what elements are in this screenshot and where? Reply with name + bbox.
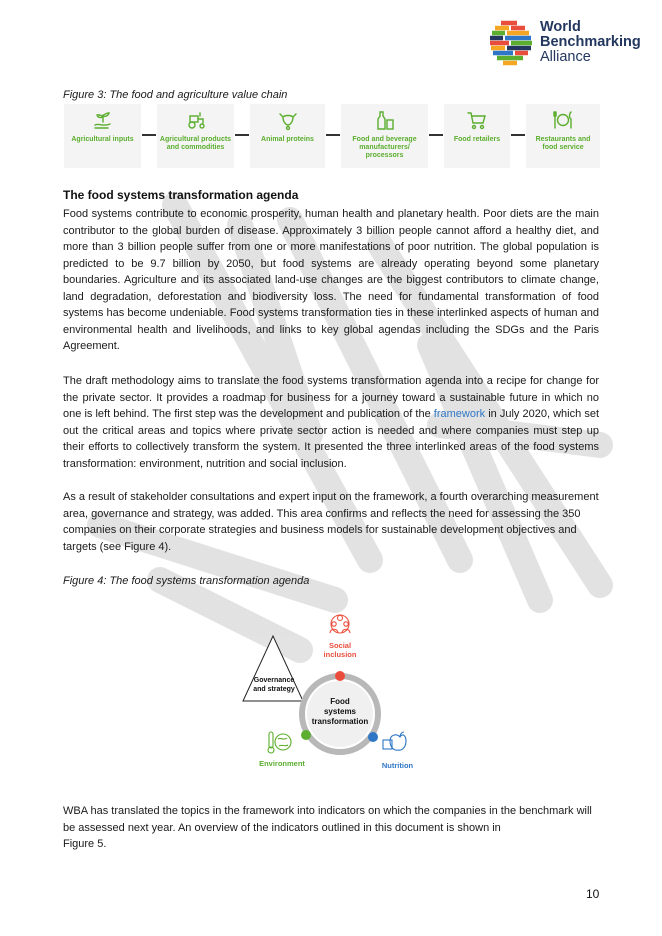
para2-text-after: in July 2020, which set out the critical areas and topics where private sector action is needed and where companies must step up their efforts to collectively transform the system. It presented the three interlinked areas of the food systems transformation: environment, nutrition and social inclusion. xyxy=(63,408,599,470)
chain-item-agricultural-inputs xyxy=(64,104,141,168)
page-number: 10 xyxy=(586,887,600,901)
bottle-icon xyxy=(374,109,396,131)
chain-label-agricultural-inputs: Agricultural inputs xyxy=(71,136,134,143)
nutrition-label: Nutrition xyxy=(381,761,414,770)
chain-connector xyxy=(142,134,156,136)
closing-paragraph xyxy=(63,803,599,853)
wba-logo-text xyxy=(540,20,641,65)
logo-line-world: World xyxy=(540,19,581,35)
cart-icon xyxy=(466,109,488,131)
wba-logo-mark xyxy=(489,20,535,66)
social-label-line1: Social xyxy=(328,641,352,650)
animal-icon xyxy=(277,109,299,131)
chain-item-agricultural-products xyxy=(157,104,234,168)
governance-label-line2: and strategy xyxy=(253,686,295,693)
framework-link[interactable]: framework xyxy=(433,408,486,420)
chain-connector xyxy=(429,134,443,136)
environment-label: Environment xyxy=(259,759,305,768)
seedling-hand-icon xyxy=(92,109,114,131)
body-paragraph-2 xyxy=(63,373,599,472)
chain-label-food-beverage-manufacturers: Food and beverage manufacturers/ processors xyxy=(352,136,417,159)
environment-node xyxy=(301,730,311,740)
plate-icon xyxy=(552,109,574,131)
chain-item-animal-proteins xyxy=(250,104,325,168)
center-label xyxy=(300,697,380,727)
chain-item-food-beverage-manufacturers xyxy=(341,104,428,168)
chain-item-restaurants xyxy=(526,104,600,168)
people-icon xyxy=(330,615,350,633)
chain-label-animal-proteins: Animal proteins xyxy=(261,136,314,143)
logo-line-alliance: Alliance xyxy=(540,49,591,65)
social-inclusion-label xyxy=(310,641,370,659)
chain-connector xyxy=(511,134,525,136)
closing-text: WBA has translated the topics in the framework into indicators on which the companies in the benchmark will be assessed next year. An overview of the indicators outlined in this document is shown in xyxy=(63,805,592,834)
center-label-line2: systems xyxy=(323,707,357,716)
governance-label-line1: Governance xyxy=(253,677,295,684)
chain-connector xyxy=(235,134,249,136)
tractor-icon xyxy=(185,109,207,131)
social-node xyxy=(335,671,345,681)
figure3-caption: Figure 3: The food and agriculture value chain xyxy=(63,89,288,101)
chain-label-agricultural-products: Agricultural products and commodities xyxy=(159,136,232,151)
closing-text-end: Figure 5. xyxy=(63,838,107,850)
nutrition-node xyxy=(368,732,378,742)
apple-box-icon xyxy=(383,732,406,750)
figure4-caption: Figure 4: The food systems transformation agenda xyxy=(63,575,310,587)
para2-text-before: The draft methodology aims to translate the food systems transformation agenda into a recipe for change for the private sector. It provides a roadmap for business for a journey toward a sustainable future in which no one is left behind. The first step was the development and publication of the xyxy=(63,375,599,420)
center-label-line3: transformation xyxy=(311,717,369,726)
section-heading: The food systems transformation agenda xyxy=(63,188,299,202)
chain-label-restaurants: Restaurants and food service xyxy=(535,136,591,151)
thermometer-globe-icon xyxy=(268,732,291,753)
chain-connector xyxy=(326,134,340,136)
wba-logo xyxy=(489,20,644,66)
transformation-agenda-diagram xyxy=(240,612,425,772)
chain-label-food-retailers: Food retailers xyxy=(453,136,501,143)
value-chain xyxy=(64,104,600,168)
body-paragraph-1: Food systems contribute to economic prosperity, human health and planetary health. Poor diets are the main contributor to the global burden of disease. Approximately 3 billion people cannot afford a healthy diet, and more than 3 billion people suffer from one or more manifestations of poor nutrition. The global population is predicted to be 9.7 billion by 2050, but food systems are already operating beyond some planetary boundaries. Agriculture and its associated land-use changes are the biggest contributors to climate change, land degradation, deforestation and biodiversity loss. The need for fundamental transformation of food systems has become undeniable. Food systems transformation ties in these interlinked aspects of human and environmental health and livelihoods, and links to key global agendas including the SDGs and the Paris Agreement. xyxy=(63,208,599,352)
governance-label xyxy=(240,676,308,694)
chain-item-food-retailers xyxy=(444,104,510,168)
body-paragraph-3: As a result of stakeholder consultations and expert input on the framework, a fourth overarching measurement area, governance and strategy, was added. This area confirms and reflects the need for assessing the 350 companies on their corporate strategies and business models for sustainable development objectives and targets (see Figure 4). xyxy=(63,491,599,553)
logo-line-benchmarking: Benchmarking xyxy=(540,34,641,50)
social-label-line2: inclusion xyxy=(323,650,357,659)
center-label-line1: Food xyxy=(330,697,350,706)
